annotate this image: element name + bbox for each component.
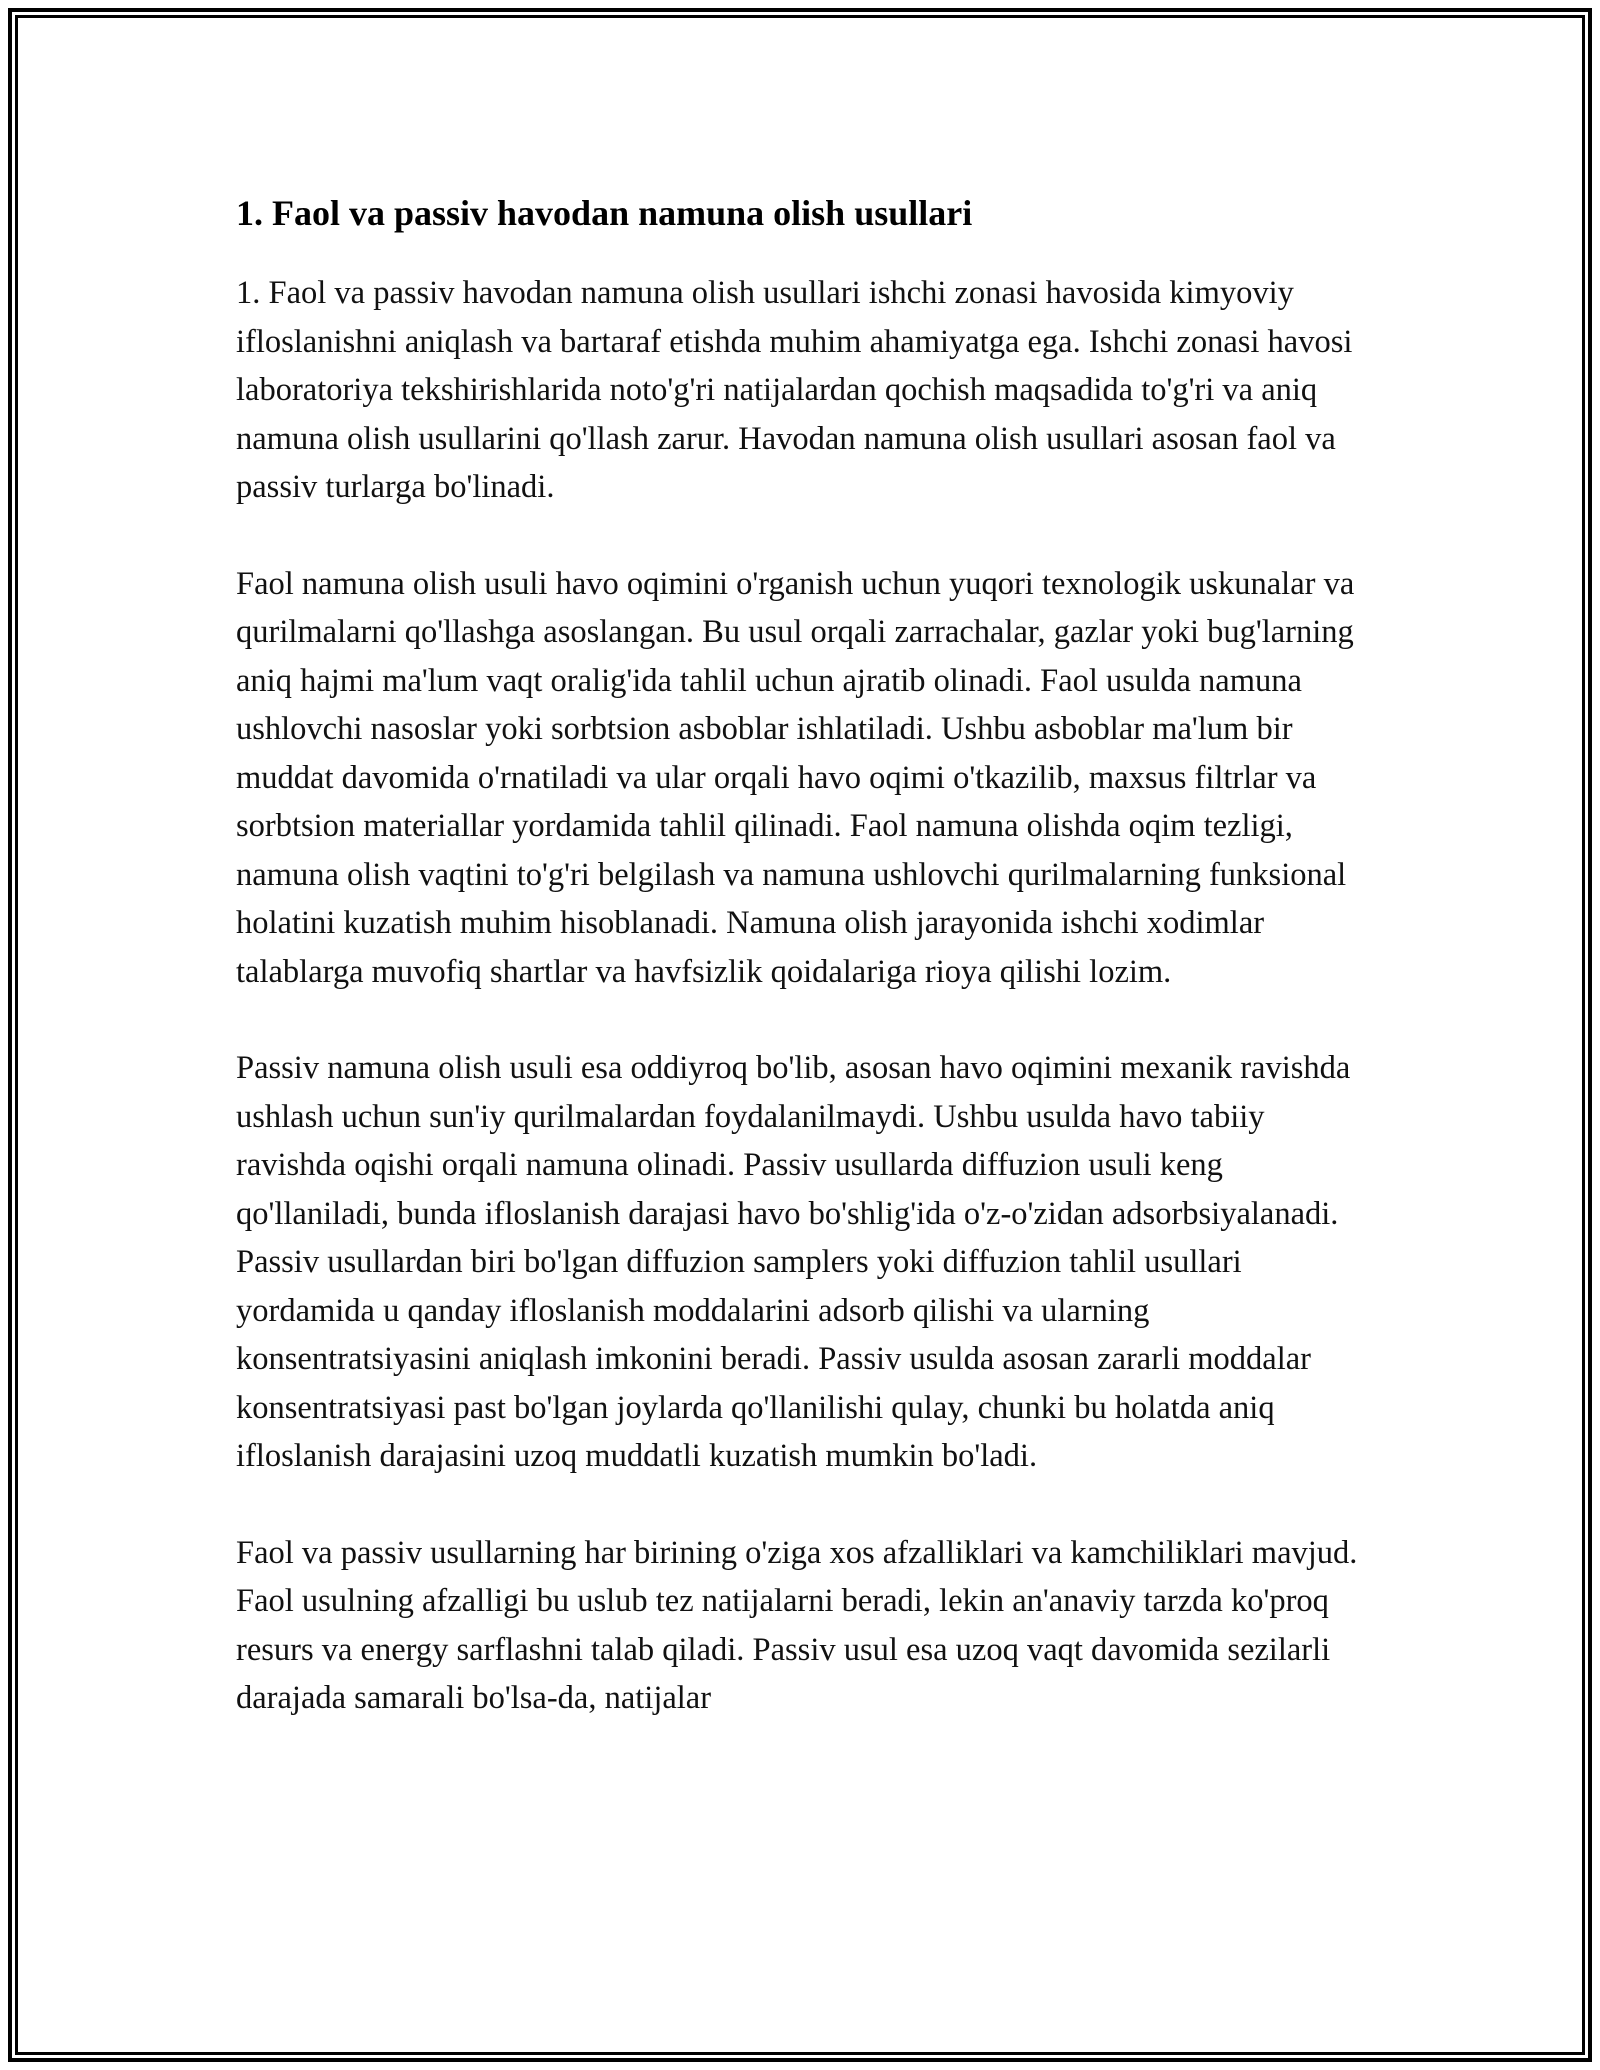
paragraph-comparison: Faol va passiv usullarning har birining o'ziga xos afzalliklari va kamchiliklari mavjud. Faol usulning afzalligi bu uslub tez natijalarni beradi, lekin an'anaviy tarzda ko'proq resurs va energy sarflashni talab qiladi. Passiv usul esa uzoq vaqt davomida sezilarli darajada samarali bo'lsa-da, natijalar (236, 1534, 1358, 1716)
paragraph-active-method: Faol namuna olish usuli havo oqimini o'rganish uchun yuqori texnologik uskunalar va qurilmalarni qo'llashga asoslangan. Bu usul orqali zarrachalar, gazlar yoki bug'larning aniq hajmi ma'lum vaqt oralig'ida tahlil uchun ajratib olinadi. Faol usulda namuna ushlovchi nasoslar yoki sorbtsion asboblar ishlatiladi. Ushbu asboblar ma'lum bir muddat davomida o'rnatiladi va ular orqali havo oqimi o'tkazilib, maxsus filtrlar va sorbtsion materiallar yordamida tahlil qilinadi. Faol namuna olishda oqim tezligi, namuna olish vaqtini to'g'ri belgilash va namuna ushlovchi qurilmalarning funksional holatini kuzatish muhim hisoblanadi. Namuna olish jarayonida ishchi xodimlar talablarga muvofiq shartlar va havfsizlik qoidalariga rioya qilishi lozim. (236, 565, 1355, 990)
document-body (236, 185, 1366, 1771)
document-heading: 1. Faol va passiv havodan namuna olish usullari (236, 193, 973, 233)
paragraph-passive-method: Passiv namuna olish usuli esa oddiyroq bo'lib, asosan havo oqimini mexanik ravishda ushlash uchun sun'iy qurilmalardan foydalanilmaydi. Ushbu usulda havo tabiiy ravishda oqishi orqali namuna olinadi. Passiv usullarda diffuzion usuli keng qo'llaniladi, bunda ifloslanish darajasi havo bo'shlig'ida o'z-o'zidan adsorbsiyalanadi. Passiv usullardan biri bo'lgan diffuzion samplers yoki diffuzion tahlil usullari yordamida u qanday ifloslanish moddalarini adsorb qilishi va ularning konsentratsiyasini aniqlash imkonini beradi. Passiv usulda asosan zararli moddalar konsentratsiyasi past bo'lgan joylarda qo'llanilishi qulay, chunki bu holatda aniq ifloslanish darajasini uzoq muddatli kuzatish mumkin bo'ladi. (236, 1050, 1351, 1474)
paragraph-intro: 1. Faol va passiv havodan namuna olish usullari ishchi zonasi havosida kimyoviy ifloslanishni aniqlash va bartaraf etishda muhim ahamiyatga ega. Ishchi zonasi havosi laboratoriya tekshirishlarida noto'g'ri natijalardan qochish maqsadida to'g'ri va aniq namuna olish usullarini qo'llash zarur. Havodan namuna olish usullari asosan faol va passiv turlarga bo'linadi. (236, 275, 1353, 505)
